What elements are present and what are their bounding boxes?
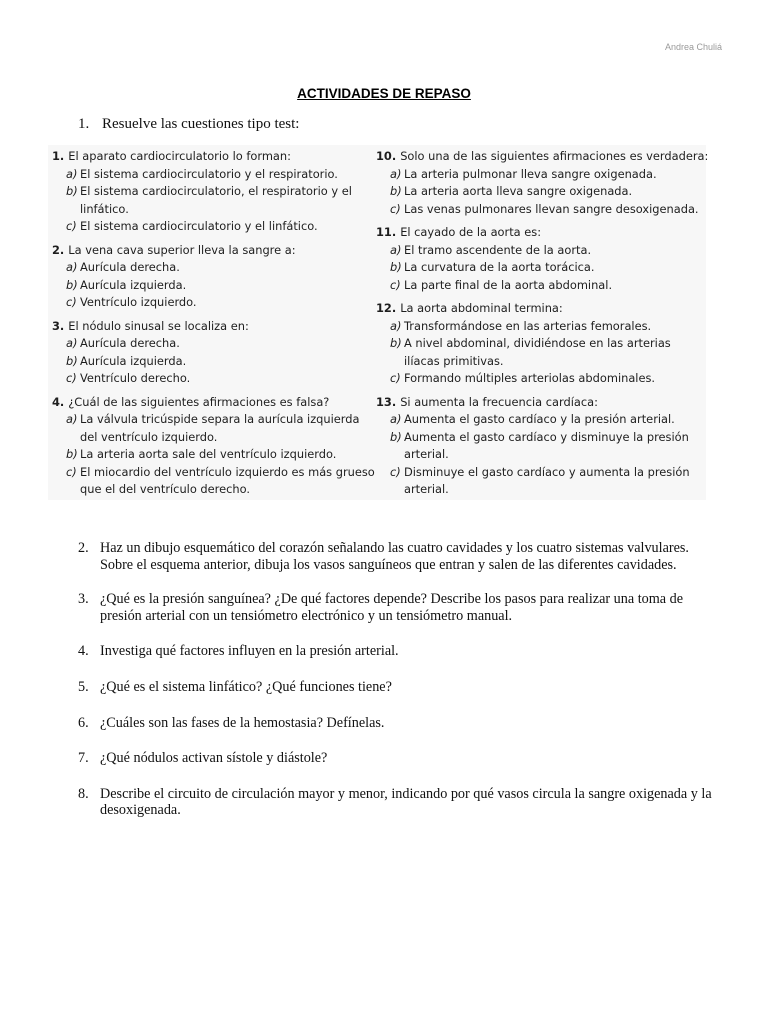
question-number: 1. bbox=[78, 116, 90, 132]
option-text: Aurícula izquierda. bbox=[80, 353, 187, 368]
answer-option bbox=[52, 370, 376, 388]
question-text: ¿Qué es la presión sanguínea? ¿De qué factores depende? Describe los pasos para realizar una toma de presión arterial con un tensiómetro electrónico y un tensiómetro manual. bbox=[100, 591, 683, 624]
test-question-number: 12. bbox=[376, 301, 397, 315]
option-letter: b) bbox=[390, 336, 402, 350]
option-text: Disminuye el gasto cardíaco y aumenta la presión arterial. bbox=[404, 464, 690, 496]
test-question-stem bbox=[376, 394, 706, 412]
test-question bbox=[52, 242, 376, 312]
option-letter: c) bbox=[66, 371, 77, 385]
test-question-text: El aparato cardiocirculatorio lo forman: bbox=[68, 149, 291, 163]
option-text: Transformándose en las arterias femorales. bbox=[404, 318, 652, 333]
option-text: La parte final de la aorta abdominal. bbox=[404, 277, 613, 292]
option-letter: c) bbox=[390, 464, 401, 479]
test-question bbox=[376, 224, 706, 294]
test-question bbox=[52, 394, 376, 499]
option-text: A nivel abdominal, dividiéndose en las arterias ilíacas primitivas. bbox=[404, 336, 671, 368]
option-text: La válvula tricúspide separa la aurícula izquierda del ventrículo izquierdo. bbox=[80, 412, 360, 444]
answer-option bbox=[52, 294, 376, 312]
option-letter: b) bbox=[66, 447, 78, 461]
answer-option bbox=[52, 277, 376, 295]
option-letter: b) bbox=[390, 184, 402, 198]
option-letter: b) bbox=[66, 184, 78, 198]
test-question-number: 4. bbox=[52, 394, 65, 409]
test-question bbox=[52, 318, 376, 388]
question-number: 8. bbox=[78, 785, 89, 802]
option-text: El sistema cardiocirculatorio y el respiratorio. bbox=[80, 166, 338, 181]
test-question-number: 10. bbox=[376, 149, 397, 163]
test-question-text: Solo una de las siguientes afirmaciones es verdadera: bbox=[400, 149, 709, 163]
answer-option bbox=[52, 353, 376, 371]
question-item bbox=[78, 643, 724, 660]
test-question-text: ¿Cuál de las siguientes afirmaciones es falsa? bbox=[68, 394, 330, 409]
test-question-stem bbox=[52, 148, 376, 166]
test-question bbox=[52, 148, 376, 236]
answer-option bbox=[52, 411, 376, 446]
question-item bbox=[78, 679, 724, 696]
test-question-text: Si aumenta la frecuencia cardíaca: bbox=[400, 394, 598, 409]
option-text: El sistema cardiocirculatorio, el respiratorio y el linfático. bbox=[80, 184, 352, 216]
question-item bbox=[78, 786, 724, 819]
question-number: 6. bbox=[78, 714, 89, 731]
option-text: El tramo ascendente de la aorta. bbox=[404, 242, 592, 257]
option-text: La arteria pulmonar lleva sangre oxigenada. bbox=[404, 166, 657, 181]
question-item bbox=[78, 540, 724, 573]
test-question-number: 11. bbox=[376, 225, 397, 239]
question-text: ¿Qué es el sistema linfático? ¿Qué funciones tiene? bbox=[100, 678, 392, 695]
option-text: Ventrículo izquierdo. bbox=[80, 295, 197, 309]
option-text: Aumenta el gasto cardíaco y disminuye la presión arterial. bbox=[404, 429, 689, 461]
option-text: El miocardio del ventrículo izquierdo es más grueso que el del ventrículo derecho. bbox=[80, 464, 375, 496]
option-text: Aurícula izquierda. bbox=[80, 277, 187, 292]
page-title: ACTIVIDADES DE REPASO bbox=[297, 86, 471, 101]
test-question-text: La aorta abdominal termina: bbox=[400, 301, 563, 315]
question-1 bbox=[78, 116, 299, 133]
answer-option bbox=[376, 429, 706, 464]
option-letter: c) bbox=[390, 277, 401, 292]
question-number: 3. bbox=[78, 591, 89, 608]
answer-option bbox=[376, 370, 706, 388]
test-column-left bbox=[52, 148, 376, 505]
test-question bbox=[376, 148, 709, 218]
option-text: La arteria aorta sale del ventrículo izquierdo. bbox=[80, 447, 337, 461]
option-letter: a) bbox=[390, 318, 402, 333]
multiple-choice-test bbox=[48, 145, 709, 500]
answer-option bbox=[376, 166, 706, 184]
test-question-stem bbox=[376, 300, 706, 318]
option-letter: a) bbox=[66, 336, 78, 350]
option-letter: c) bbox=[66, 219, 77, 233]
option-text: La arteria aorta lleva sangre oxigenada. bbox=[404, 184, 633, 198]
test-question-text: El cayado de la aorta es: bbox=[400, 225, 542, 239]
option-text: La curvatura de la aorta torácica. bbox=[404, 260, 595, 274]
answer-option bbox=[376, 259, 706, 277]
question-text: Resuelve las cuestiones tipo test: bbox=[102, 116, 300, 132]
option-text: El sistema cardiocirculatorio y el linfático. bbox=[80, 219, 318, 233]
test-question-text: El nódulo sinusal se localiza en: bbox=[68, 318, 249, 333]
answer-option bbox=[52, 183, 376, 218]
option-text: Ventrículo derecho. bbox=[80, 371, 191, 385]
question-text: Describe el circuito de circulación mayor y menor, indicando por qué vasos circula la sangre oxigenada y la desoxigenada. bbox=[100, 785, 712, 819]
test-question-stem bbox=[52, 394, 376, 412]
answer-option bbox=[376, 242, 706, 260]
question-text: Haz un dibujo esquemático del corazón señalando las cuatro cavidades y los cuatro sistemas valvulares. Sobre el esquema anterior, dibuja los vasos sanguíneos que entran y salen de las diferentes cavidades. bbox=[100, 540, 689, 573]
test-question-number: 2. bbox=[52, 242, 65, 257]
test-question-stem bbox=[376, 224, 706, 242]
question-item bbox=[78, 750, 724, 767]
answer-option bbox=[52, 335, 376, 353]
question-number: 2. bbox=[78, 540, 89, 556]
option-text: Aumenta el gasto cardíaco y la presión arterial. bbox=[404, 412, 675, 426]
answer-option bbox=[376, 277, 706, 295]
question-number: 5. bbox=[78, 678, 89, 695]
option-text: Aurícula derecha. bbox=[80, 260, 180, 274]
answer-option bbox=[376, 183, 706, 201]
test-question-number: 1. bbox=[52, 149, 65, 163]
answer-option bbox=[52, 464, 376, 499]
option-letter: c) bbox=[66, 295, 77, 309]
option-text: Aurícula derecha. bbox=[80, 336, 180, 350]
question-item bbox=[78, 591, 724, 624]
test-question-stem bbox=[52, 318, 376, 336]
test-question bbox=[376, 300, 706, 388]
answer-option bbox=[52, 166, 376, 184]
option-letter: c) bbox=[390, 371, 401, 385]
option-text: Las venas pulmonares llevan sangre desoxigenada. bbox=[404, 201, 699, 216]
option-letter: b) bbox=[66, 353, 78, 368]
option-letter: c) bbox=[390, 201, 401, 216]
option-letter: a) bbox=[66, 166, 78, 181]
answer-option bbox=[52, 446, 376, 464]
option-letter: a) bbox=[390, 412, 402, 426]
answer-option bbox=[376, 464, 706, 499]
question-number: 4. bbox=[78, 643, 89, 660]
question-text: ¿Cuáles son las fases de la hemostasia? Defínelas. bbox=[100, 714, 385, 731]
question-list bbox=[78, 540, 724, 819]
option-letter: c) bbox=[66, 464, 77, 479]
question-text: ¿Qué nódulos activan sístole y diástole? bbox=[100, 750, 328, 767]
option-letter: a) bbox=[390, 242, 402, 257]
test-column-right bbox=[376, 148, 709, 505]
test-question-stem bbox=[52, 242, 376, 260]
option-letter: b) bbox=[390, 260, 402, 274]
test-question-number: 13. bbox=[376, 394, 397, 409]
option-letter: a) bbox=[66, 260, 78, 274]
question-item bbox=[78, 715, 724, 732]
test-question-number: 3. bbox=[52, 318, 65, 333]
answer-option bbox=[376, 318, 706, 336]
option-letter: a) bbox=[390, 166, 402, 181]
option-letter: b) bbox=[390, 429, 402, 444]
author-name: Andrea Chuliá bbox=[664, 42, 722, 52]
question-number: 7. bbox=[78, 750, 89, 767]
test-question bbox=[376, 394, 706, 499]
test-question-stem bbox=[376, 148, 709, 166]
option-letter: b) bbox=[66, 277, 78, 292]
question-text: Investiga qué factores influyen en la presión arterial. bbox=[100, 643, 399, 660]
answer-option bbox=[52, 259, 376, 277]
answer-option bbox=[52, 218, 376, 236]
option-letter: a) bbox=[66, 412, 78, 426]
answer-option bbox=[376, 335, 706, 370]
answer-option bbox=[376, 411, 706, 429]
option-text: Formando múltiples arteriolas abdominales. bbox=[404, 371, 656, 385]
test-question-text: La vena cava superior lleva la sangre a: bbox=[68, 242, 296, 257]
answer-option bbox=[376, 201, 706, 219]
